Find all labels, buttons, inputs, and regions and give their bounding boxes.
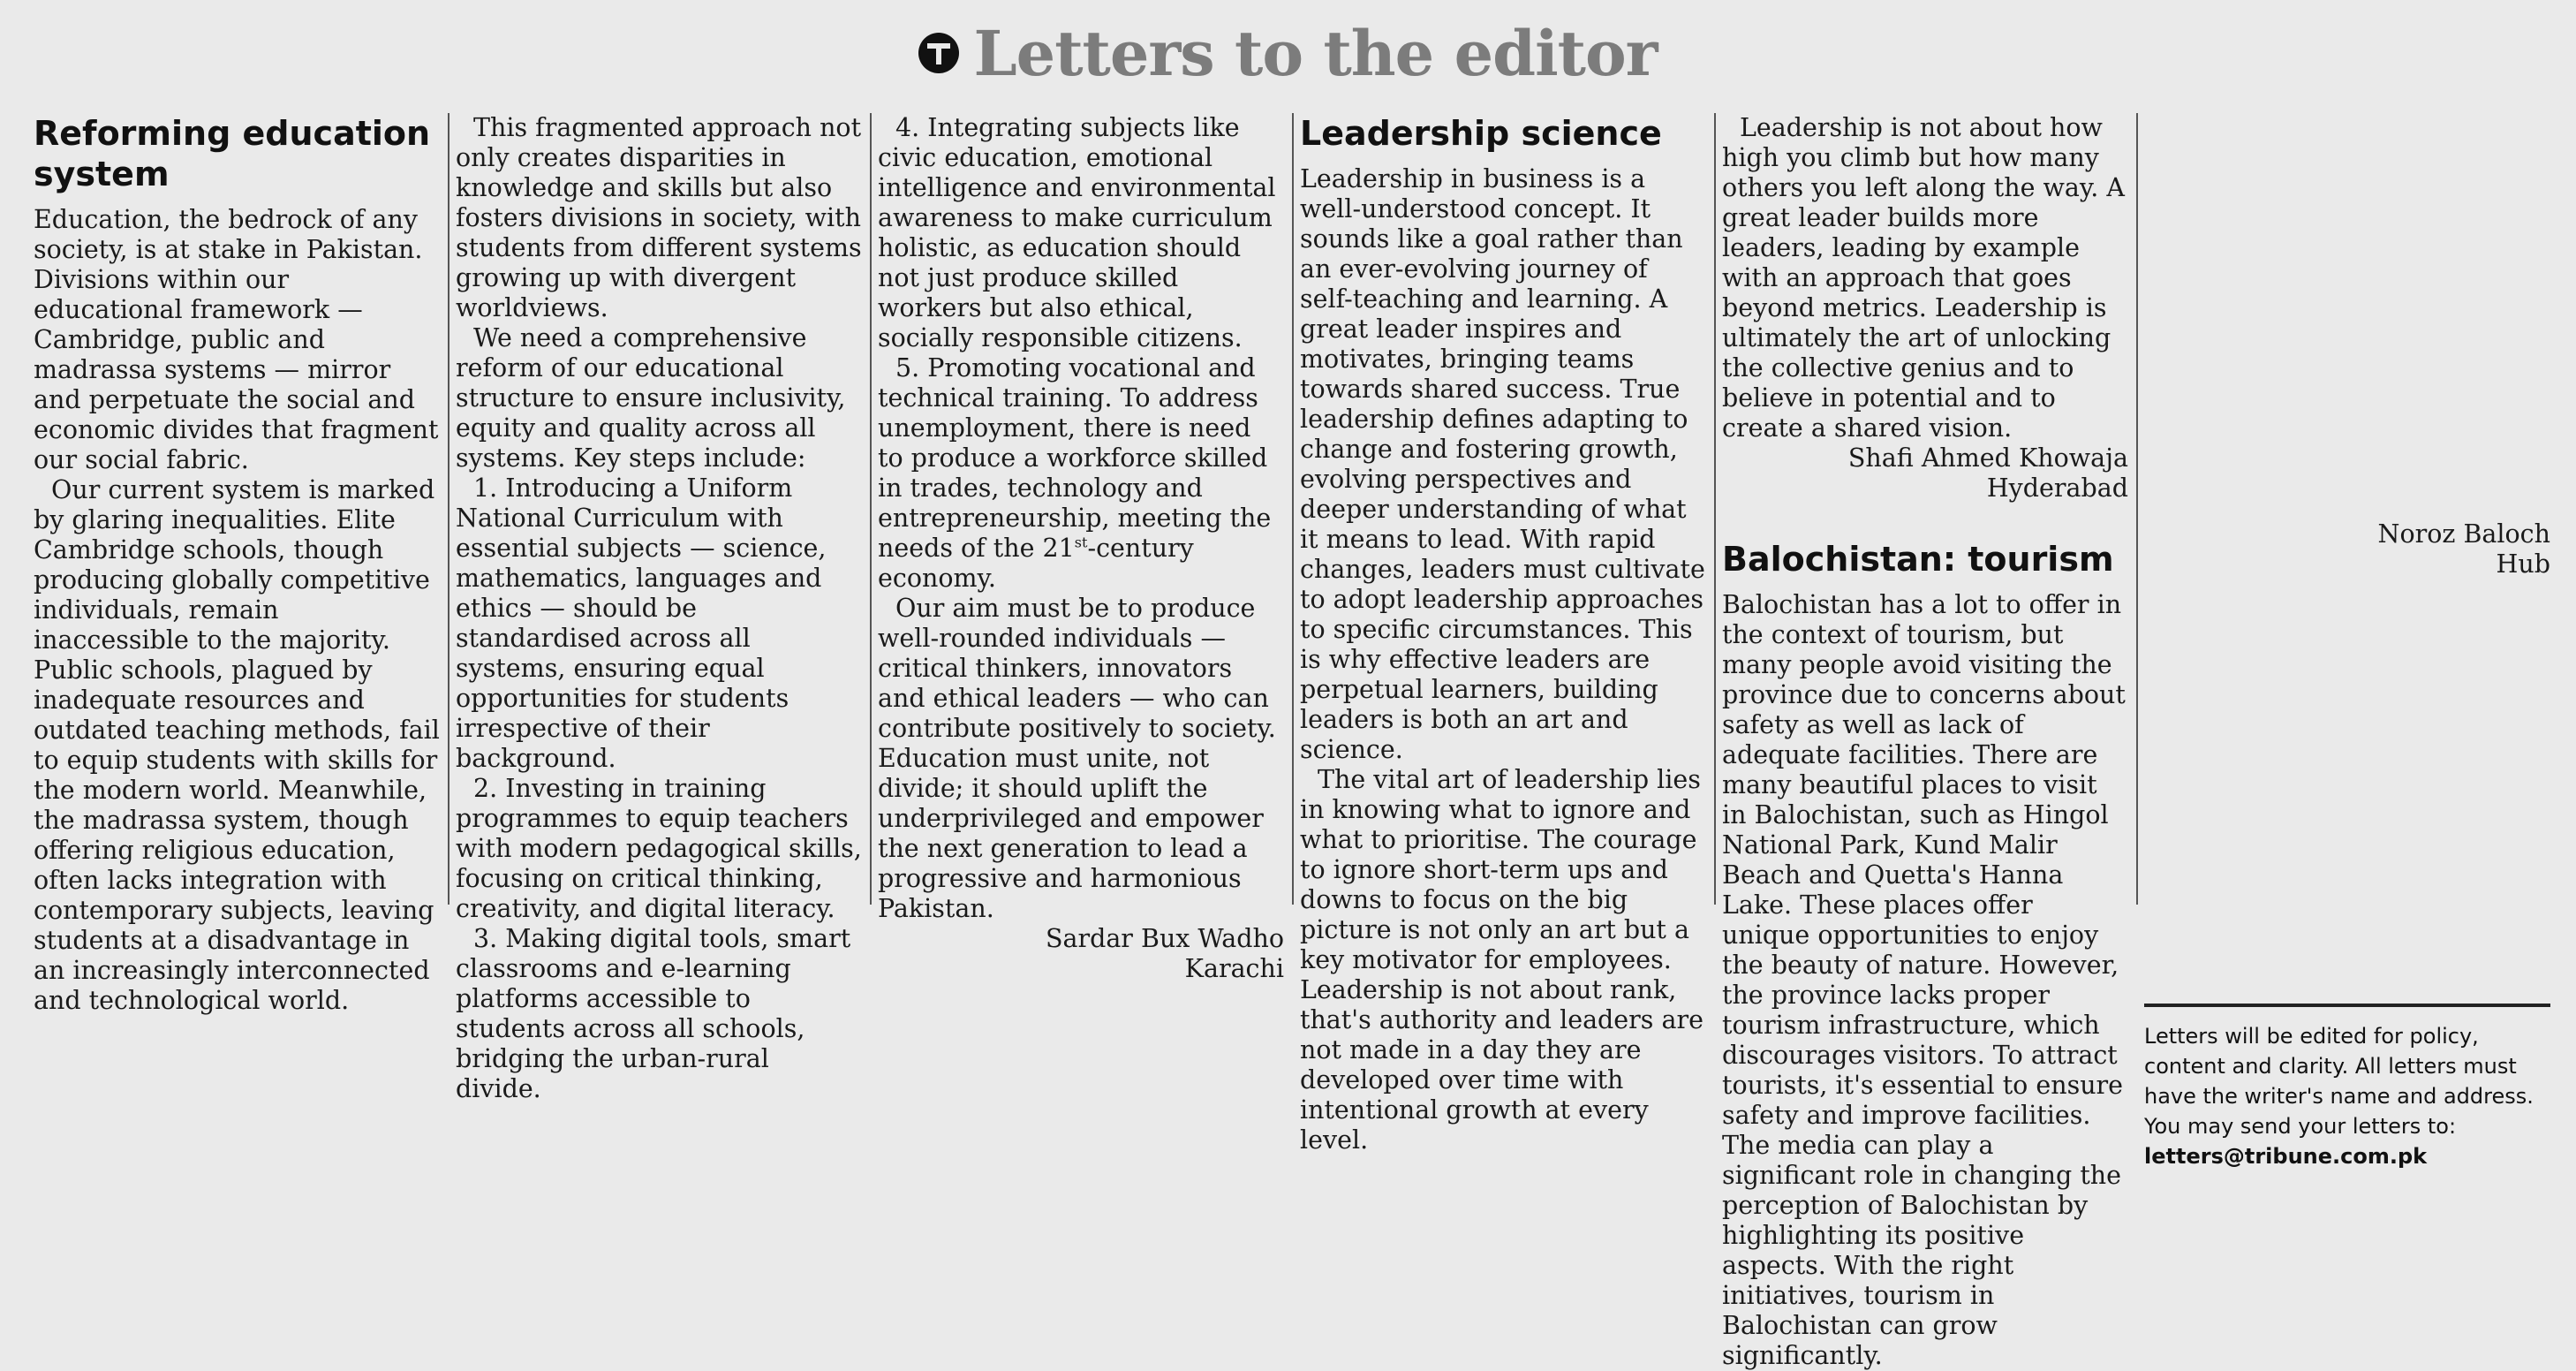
- paragraph: 5. Promoting vocational and technical training. To address unemployment, there is need to produce a workforce skilled in trades, technology and entrepreneurship, meeting the needs of the 21st-century economy.: [878, 353, 1272, 593]
- column-4: [1300, 113, 1706, 1155]
- notice-text: Letters will be edited for policy, content and clarity. All letters must have the writer's name and address. You may send your letters to:: [2144, 1024, 2534, 1139]
- headline-education: Reforming education system: [34, 114, 431, 193]
- column-3: [878, 113, 1284, 983]
- author-city: Hyderabad: [1986, 473, 2128, 503]
- column-divider: [448, 113, 449, 905]
- paragraph: Leadership in business is a well-understood concept. It sounds like a goal rather than an ever-evolving journey of self-teaching and learning. A great leader inspires and motivates, bringing teams towards shared success. True leadership defines adapting to change and fostering growth, evolving perspectives and deeper understanding of what it means to lead. With rapid changes, leaders must cultivate to adopt leadership approaches to specific circumstances. This is why effective leaders are perpetual learners, building leaders is both an art and science.: [1300, 164, 1705, 764]
- column-5: [1722, 113, 2128, 1370]
- paragraph: This fragmented approach not only creates disparities in knowledge and skills but also fosters divisions in society, with students from different systems growing up with divergent worldviews.: [456, 113, 862, 322]
- column-1: [34, 113, 440, 1015]
- paragraph: Our current system is marked by glaring inequalities. Elite Cambridge schools, though producing globally competitive individuals, remain inaccessible to the majority. Public schools, plagued by inadequate resources and outdated teaching methods, fail to equip students with skills for the modern world. Meanwhile, the madrassa system, though offering religious education, often lacks integration with contemporary subjects, leaving students at a disadvantage in an increasingly interconnected and technological world.: [34, 475, 440, 1015]
- notice-rule: [2144, 1004, 2550, 1007]
- paragraph: Balochistan has a lot to offer in the context of tourism, but many people avoid visiting the province due to concerns about safety as well as lack of adequate facilities. There are many beautiful places to visit in Balochistan, such as Hingol National Park, Kund Malir Beach and Quetta's Hanna Lake. These places offer unique opportunities to enjoy the beauty of nature. However, the province lacks proper tourism infrastructure, which discourages visitors. To attract tourists, it's essential to ensure safety and improve facilities. The media can play a significant role in changing the perception of Balochistan by highlighting its positive aspects. With the right initiatives, tourism in Balochistan can grow significantly.: [1722, 590, 2126, 1370]
- author-city: Hub: [2496, 549, 2550, 579]
- letters-email-link[interactable]: letters@tribune.com.pk: [2144, 1144, 2428, 1169]
- author-name: Noroz Baloch: [2377, 519, 2550, 549]
- headline-leadership: Leadership science: [1300, 114, 1662, 153]
- paragraph: Our aim must be to produce well-rounded individuals — critical thinkers, innovators and ethical leaders — who can contribute positively to society. Education must unite, not divide; it should uplift the underprivileged and empower the next generation to lead a progressive and harmonious Pakistan.: [878, 594, 1276, 923]
- paragraph: We need a comprehensive reform of our educational structure to ensure inclusivity, equity and quality across all systems. Key steps include:: [456, 323, 846, 473]
- tourism-continuation: [2144, 519, 2550, 996]
- paragraph: 2. Investing in training programmes to equip teachers with modern pedagogical skills, focusing on critical thinking, creativity, and digital literacy.: [456, 774, 862, 923]
- column-6: [2144, 113, 2550, 1169]
- paragraph: 4. Integrating subjects like civic education, emotional intelligence and environmental awareness to make curriculum holistic, as education should not just produce skilled workers but also ethical, socially responsible citizens.: [878, 113, 1276, 352]
- paragraph: 1. Introducing a Uniform National Curriculum with essential subjects — science, mathematics, languages and ethics — should be standardised across all systems, ensuring equal opportunities for students irrespective of their background.: [456, 473, 827, 773]
- author-name: Sardar Bux Wadho: [1045, 924, 1284, 953]
- headline-tourism: Balochistan: tourism: [1722, 540, 2114, 579]
- submission-notice: [2144, 1021, 2550, 1171]
- paragraph: Leadership is not about how high you climb but how many others you left along the way. A great leader builds more leaders, leading by example with an approach that goes beyond metrics. Leadership is ultimately the art of unlocking the collective genius and to believe in potential and to create a shared vision.: [1722, 113, 2125, 443]
- paragraph: The vital art of leadership lies in knowing what to ignore and what to prioritise. The courage to ignore short-term ups and downs to focus on the big picture is not only an art but a key motivator for employees. Leadership is not about rank, that's authority and leaders are not made in a day they are developed over time with intentional growth at every level.: [1300, 765, 1703, 1155]
- paragraph: 3. Making digital tools, smart classrooms and e-learning platforms accessible to students across all schools, bridging the urban-rural divide.: [456, 924, 851, 1103]
- author-name: Shafi Ahmed Khowaja: [1847, 443, 2128, 473]
- author-city: Karachi: [1184, 954, 1284, 983]
- column-divider: [870, 113, 872, 905]
- tribune-t-icon: [918, 33, 959, 73]
- masthead: [0, 11, 2576, 95]
- column-divider: [1714, 113, 1716, 905]
- column-2: [456, 113, 862, 1103]
- section-title: Letters to the editor: [973, 16, 1658, 90]
- column-divider: [1292, 113, 1294, 905]
- column-divider: [2136, 113, 2138, 905]
- paragraph: Education, the bedrock of any society, is at stake in Pakistan. Divisions within our educational framework — Cambridge, public and madrassa systems — mirror and perpetuate the social and economic divides that fragment our social fabric.: [34, 205, 439, 474]
